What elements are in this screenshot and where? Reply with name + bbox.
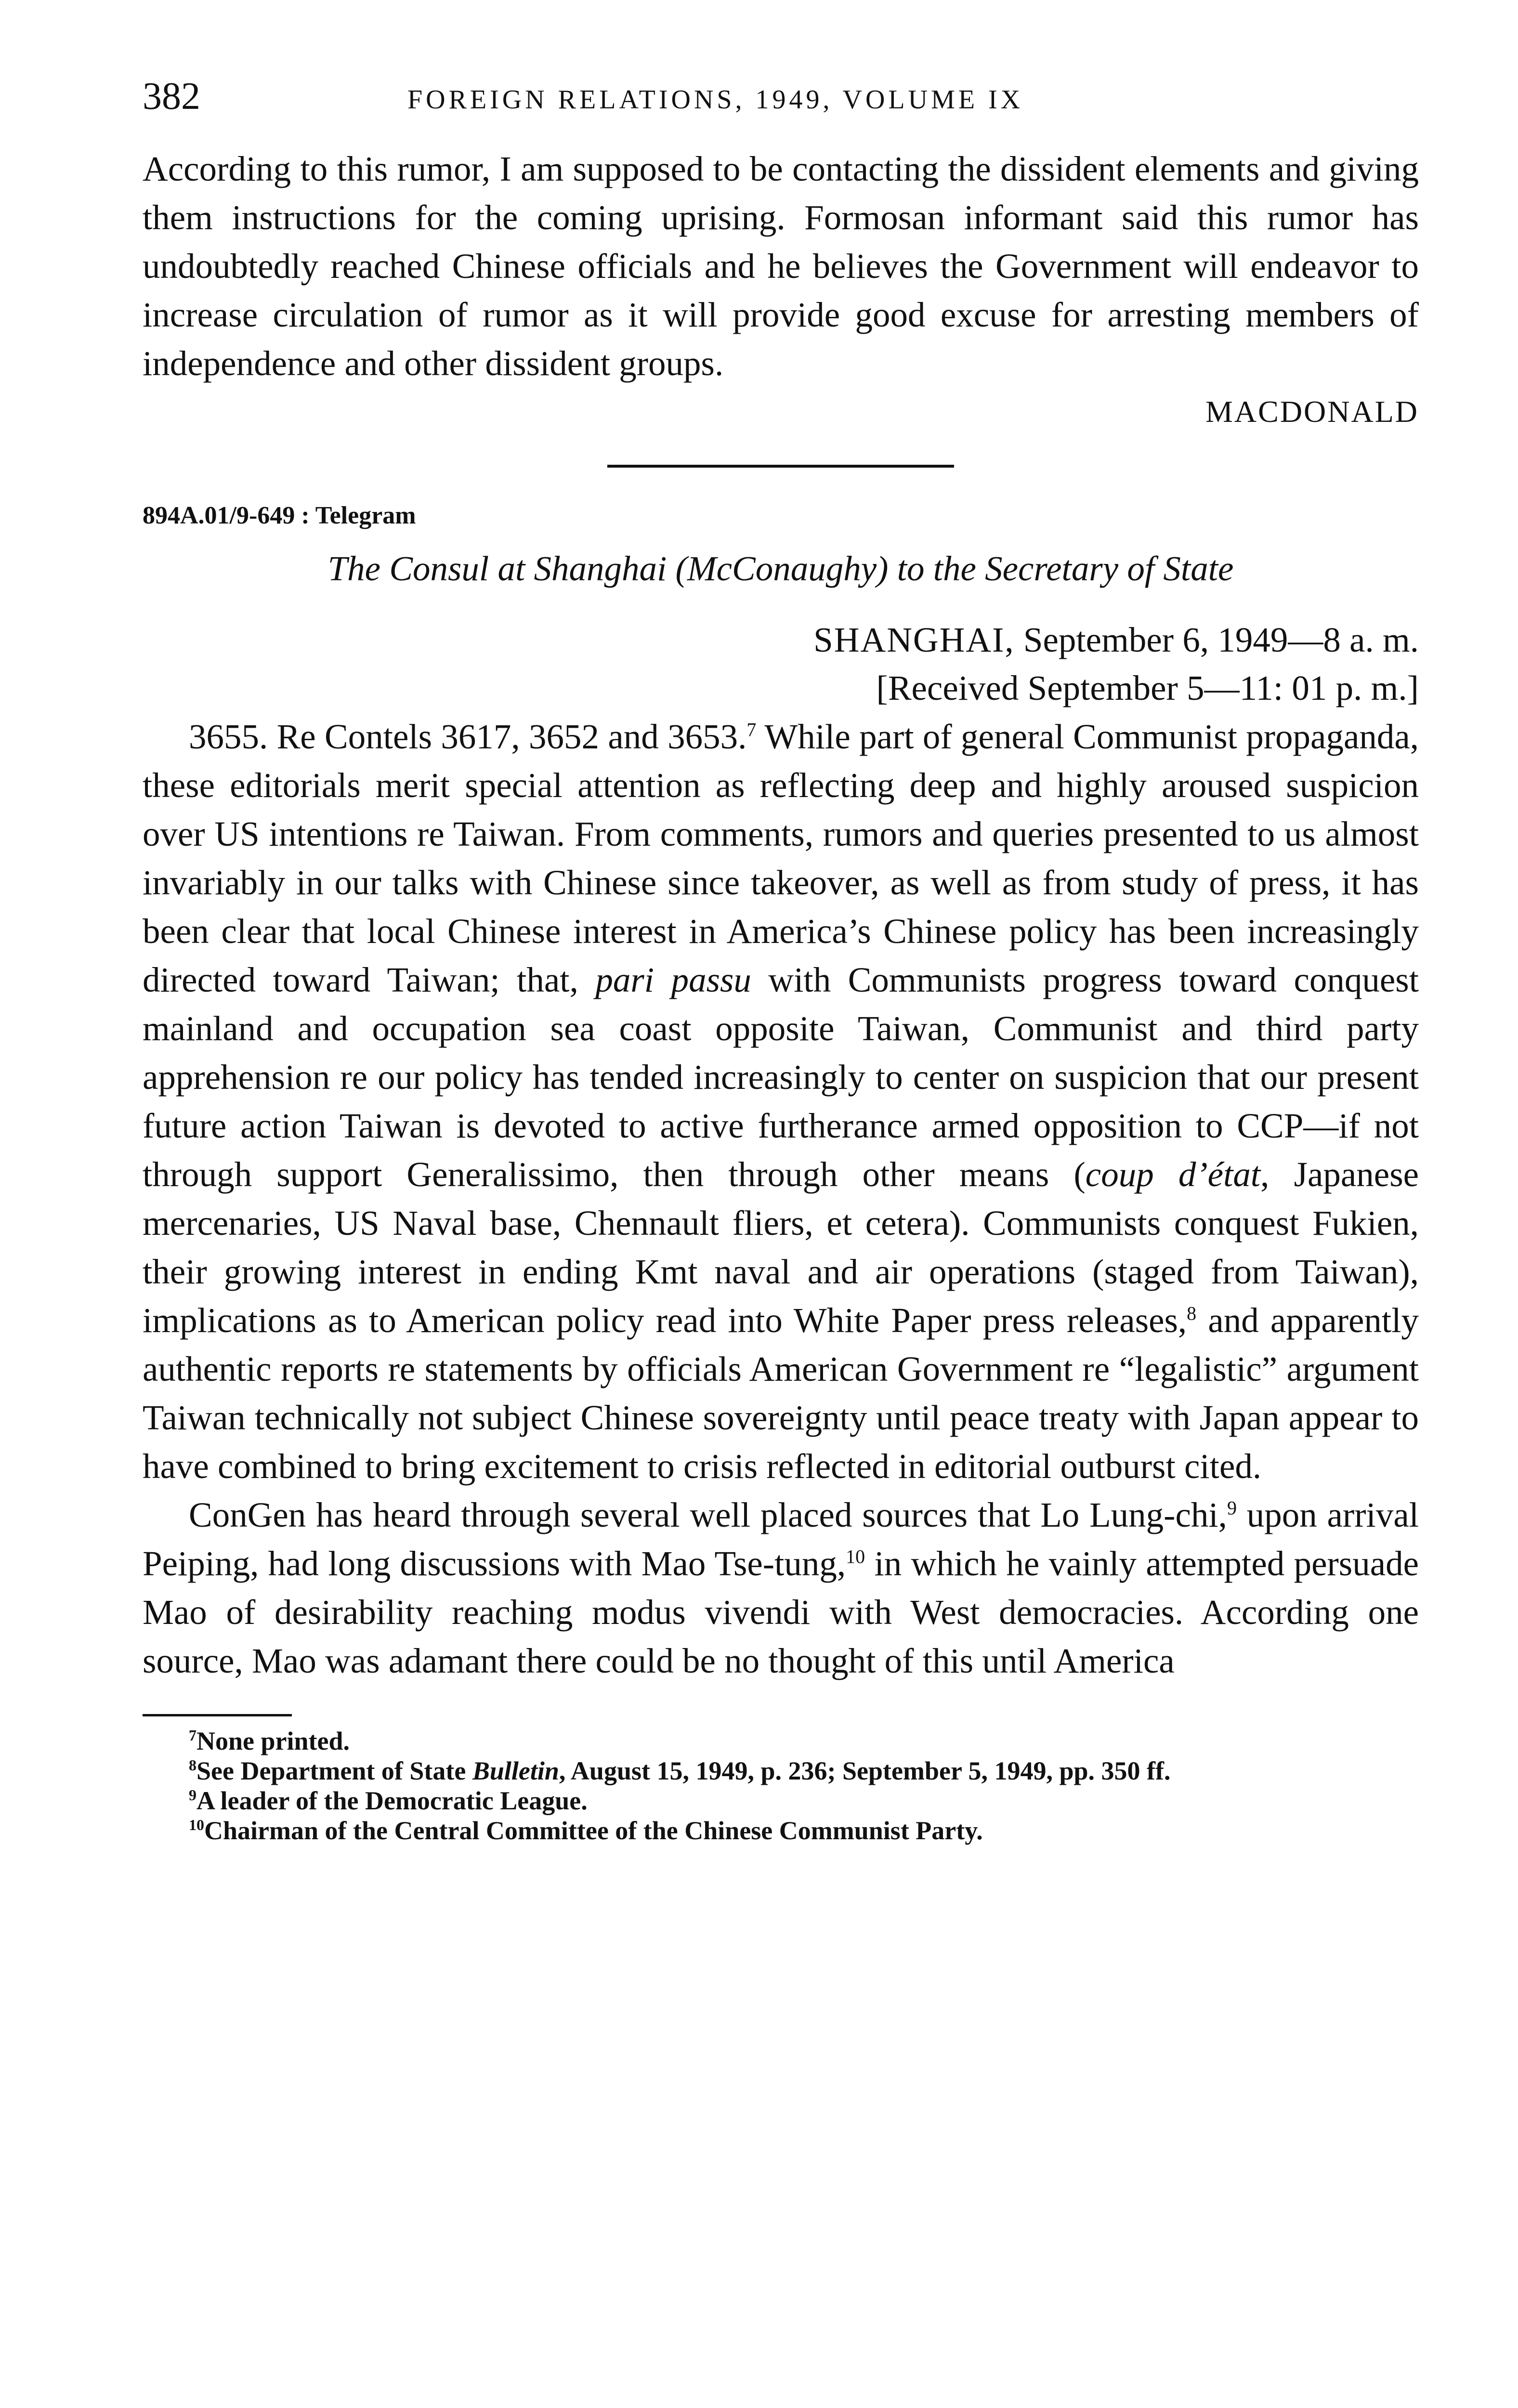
para1-text-b: While part of general Communist propaganda, these editorials merit special attention as reflecting deep and highly aroused suspicion over US intentions re Taiwan. From comments, rumors and queries presented to us almost invariably in our talks with Chinese since takeover, as well as from study of press, it has been clear that local Chinese interest in America’s Chinese policy has been increasingly directed toward Taiwan; that, bbox=[143, 717, 1419, 999]
para1-italic-pari-passu: pari passu bbox=[595, 960, 751, 999]
document-page bbox=[143, 72, 1419, 1845]
signature: MACDONALD bbox=[1205, 394, 1419, 429]
dateline-date: September 6, 1949—8 a. m. bbox=[1023, 620, 1419, 659]
footnote-divider bbox=[143, 1714, 292, 1716]
page-number: 382 bbox=[143, 75, 200, 118]
para1-text-g: and apparently authentic reports re statements by officials American Government re “legalistic” argument Taiwan technically not subject Chinese sovereignty until peace treaty with Japan appear to have combined to bring excitement to crisis reflected in editorial outburst cited. bbox=[143, 1301, 1419, 1486]
footnote-number: 9 bbox=[189, 1786, 196, 1804]
footnote-number: 8 bbox=[189, 1756, 196, 1774]
section-divider bbox=[607, 465, 954, 468]
para2-text-c: in which he vainly attempted persuade Mao of desirability reaching modus vivendi with West democracies. According one source, Mao was adamant there could be no thought of this until America bbox=[143, 1544, 1419, 1680]
dateline bbox=[143, 616, 1419, 712]
para2-text-b: upon arrival Peiping, had long discussions with Mao Tse-tung, bbox=[143, 1495, 1419, 1583]
running-head bbox=[143, 72, 1419, 130]
received-line: [Received September 5—11: 01 p. m.] bbox=[876, 668, 1419, 707]
telegram-paragraph-1 bbox=[143, 712, 1419, 1491]
footnote-number: 10 bbox=[189, 1816, 204, 1833]
footnote-8 bbox=[143, 1756, 1419, 1786]
footnote-7 bbox=[143, 1726, 1419, 1756]
footnote-ref-9: 9 bbox=[1227, 1497, 1237, 1519]
footnote-number: 7 bbox=[189, 1727, 196, 1744]
file-reference: 894A.01/9-649 : Telegram bbox=[143, 502, 416, 529]
telegram-paragraph-2 bbox=[143, 1491, 1419, 1685]
footnote-text-b: , August 15, 1949, p. 236; September 5, 1949, pp. 350 ff. bbox=[559, 1756, 1171, 1785]
continuation-paragraph: According to this rumor, I am supposed to be contacting the dissident elements and giving them instructions for the coming uprising. Formosan informant said this rumor has undoubtedly reached Chinese officials and he believes the Government will endeavor to increase circulation of rumor as it will provide good excuse for arresting members of independence and other dissident groups. bbox=[143, 149, 1419, 383]
para1-text-f: , Japanese mercenaries, US Naval base, Chennault fliers, et cetera). Communists conquest Fukien, their growing interest in ending Kmt naval and air operations (staged from Taiwan), implications as to American policy read into White Paper press releases, bbox=[143, 1155, 1419, 1340]
para1-text-a: 3655. Re Contels 3617, 3652 and 3653. bbox=[189, 717, 747, 756]
footnote-ref-10: 10 bbox=[846, 1545, 865, 1568]
document-title: The Consul at Shanghai (McConaughy) to the Secretary of State bbox=[327, 549, 1234, 588]
footnote-text: A leader of the Democratic League. bbox=[196, 1786, 588, 1815]
para1-italic-coup-detat: coup d’état bbox=[1085, 1155, 1261, 1194]
footnote-text-a: See Department of State bbox=[196, 1756, 472, 1785]
running-title: FOREIGN RELATIONS, 1949, VOLUME IX bbox=[407, 85, 1024, 115]
footnote-text: Chairman of the Central Committee of the Chinese Communist Party. bbox=[204, 1816, 983, 1845]
para1-text-d: with Communists progress toward conquest mainland and occupation sea coast opposite Taiwan, Communist and third party apprehension re our policy has tended increasingly to center on suspicion that our present future action Taiwan is devoted to active furtherance armed opposition to CCP—if not through support Generalissimo, then through other means ( bbox=[143, 960, 1419, 1194]
footnote-10 bbox=[143, 1816, 1419, 1845]
footnote-9 bbox=[143, 1786, 1419, 1816]
footnote-ref-8: 8 bbox=[1187, 1302, 1197, 1324]
footnote-text: None printed. bbox=[196, 1727, 350, 1755]
dateline-place: SHANGHAI, bbox=[813, 620, 1015, 659]
footnote-ref-7: 7 bbox=[746, 719, 757, 741]
footnote-italic-bulletin: Bulletin bbox=[472, 1756, 559, 1785]
para2-text-a: ConGen has heard through several well placed sources that Lo Lung-chi, bbox=[189, 1495, 1227, 1534]
